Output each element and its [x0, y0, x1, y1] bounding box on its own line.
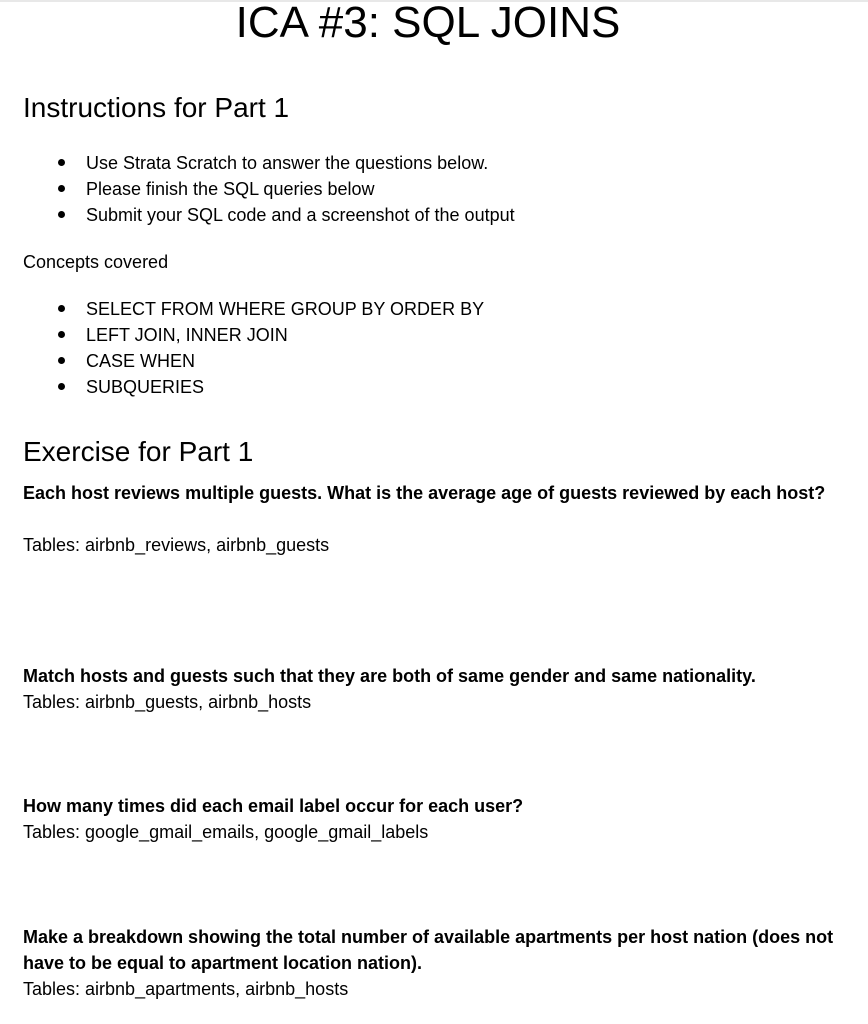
- question-3-prompt: How many times did each email label occur for each user?: [23, 796, 524, 816]
- concepts-list: [23, 296, 484, 400]
- concept-item: SUBQUERIES: [23, 374, 484, 400]
- bullet-icon: [58, 211, 65, 218]
- bullet-icon: [58, 331, 65, 338]
- question-2-prompt: Match hosts and guests such that they are both of same gender and same nationality.: [23, 666, 756, 686]
- instructions-heading: Instructions for Part 1: [23, 92, 290, 123]
- bullet-icon: [58, 383, 65, 390]
- concept-item: CASE WHEN: [23, 348, 484, 374]
- question-1-tables: Tables: airbnb_reviews, airbnb_guests: [23, 535, 330, 555]
- question-3-tables: Tables: google_gmail_emails, google_gmail_labels: [23, 822, 429, 842]
- instructions-list: [23, 150, 515, 228]
- question-4-tables: Tables: airbnb_apartments, airbnb_hosts: [23, 979, 349, 999]
- exercise-heading: Exercise for Part 1: [23, 436, 254, 467]
- document-title: ICA #3: SQL JOINS: [235, 0, 621, 47]
- question-4-prompt: Make a breakdown showing the total number of available apartments per host nation (does not have to be equal to apartment location nation).: [23, 927, 834, 973]
- instruction-item: Submit your SQL code and a screenshot of the output: [23, 202, 515, 228]
- bullet-icon: [58, 305, 65, 312]
- concepts-label: Concepts covered: [23, 252, 169, 272]
- concept-item: SELECT FROM WHERE GROUP BY ORDER BY: [23, 296, 484, 322]
- question-1-prompt: Each host reviews multiple guests. What is the average age of guests reviewed by each host?: [23, 483, 826, 503]
- concept-item: LEFT JOIN, INNER JOIN: [23, 322, 484, 348]
- question-2-tables: Tables: airbnb_guests, airbnb_hosts: [23, 692, 312, 712]
- bullet-icon: [58, 357, 65, 364]
- instruction-item: Please finish the SQL queries below: [23, 176, 515, 202]
- instruction-item: Use Strata Scratch to answer the questions below.: [23, 150, 515, 176]
- bullet-icon: [58, 159, 65, 166]
- bullet-icon: [58, 185, 65, 192]
